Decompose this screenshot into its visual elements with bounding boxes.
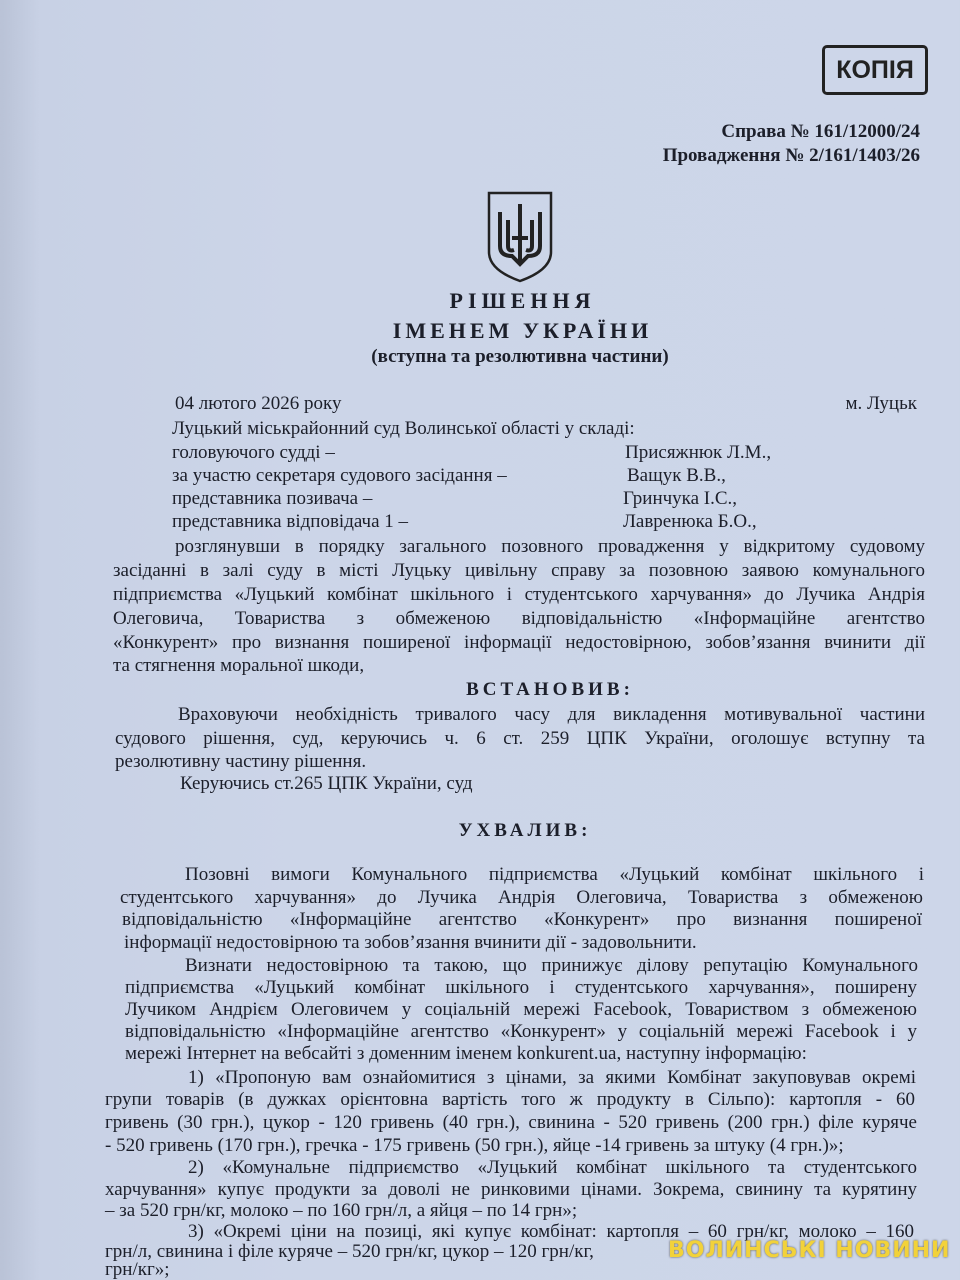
- ruling-line: відповідальністю «Інформаційне агентство «Конкурент» у соціальній мережі Facebook і у: [125, 1022, 917, 1042]
- decision-city: м. Луцьк: [845, 393, 917, 414]
- panel-role: представника відповідача 1 –: [172, 511, 409, 532]
- panel-role: головуючого судді –: [172, 442, 335, 463]
- panel-role: за участю секретаря судового засідання –: [172, 465, 507, 486]
- decision-subtitle: ІМЕНЕМ УКРАЇНИ: [392, 318, 653, 343]
- quote-item-line: групи товарів (в дужках орієнтовна вартість того ж продукту в Сільпо): картопля - 60: [105, 1090, 915, 1110]
- copy-stamp: КОПІЯ: [822, 45, 928, 95]
- established-line: Враховуючи необхідність тривалого часу для викладення мотивувальної частини: [178, 705, 925, 725]
- panel-role: представника позивача –: [172, 488, 373, 509]
- panel-name: Присяжнюк Л.М.,: [625, 442, 772, 463]
- decision-title: РІШЕННЯ: [449, 288, 596, 313]
- ruling-line: інформації недостовірною та зобов’язання вчинити дії - задовольнити.: [124, 932, 697, 953]
- intro-line: розглянувши в порядку загального позовного провадження у відкритому судовому: [175, 537, 925, 557]
- intro-line: засіданні в залі суду в місті Луцьку цивільну справу за позовною заявою комунального: [113, 561, 925, 581]
- news-watermark: ВОЛИНСЬКІ НОВИНИ: [668, 1238, 951, 1263]
- panel-name: Гринчука І.С.,: [623, 488, 738, 509]
- ruling-line: мережі Інтернет на вебсайті з доменним іменем konkurent.ua, наступну інформацію:: [125, 1043, 807, 1064]
- established-heading: ВСТАНОВИВ:: [466, 679, 634, 700]
- established-line: судового рішення, суд, керуючись ч. 6 ст. 259 ЦПК України, оголошує вступну та: [115, 729, 925, 749]
- established-line: резолютивну частину рішення.: [115, 751, 367, 772]
- intro-line: «Конкурент» про визнання поширеної інформації недостовірною, зобов’язання вчинити дії: [113, 633, 925, 653]
- court-name: Луцький міськрайонний суд Волинської області у складі:: [172, 418, 635, 439]
- ruling-line: відповідальністю «Інформаційне агентство «Конкурент» про визнання поширеної: [122, 910, 922, 930]
- ruling-line: Позовні вимоги Комунального підприємства «Луцький комбінат шкільного і: [185, 865, 924, 885]
- panel-name: Лавренюка Б.О.,: [623, 511, 757, 532]
- quote-item-line: 1) «Пропоную вам ознайомитися з цінами, за якими Комбінат закуповував окремі: [188, 1068, 916, 1088]
- quote-item-line: грн/л, свинина і філе куряче – 520 грн/кг, цукор – 120 грн/кг,: [105, 1241, 594, 1262]
- quote-item-line: - 520 гривень (170 грн.), гречка - 175 гривень (50 грн.), яйце -14 гривень за штуку (4 грн.)»;: [105, 1135, 844, 1156]
- intro-line: підприємства «Луцький комбінат шкільного і студентського харчування» до Лучика Андрія: [113, 585, 925, 605]
- decision-parts: (вступна та резолютивна частини): [371, 346, 669, 367]
- coat-of-arms-icon: [486, 190, 554, 284]
- intro-line: та стягнення моральної шкоди,: [113, 655, 365, 676]
- quote-item-line: гривень (30 грн.), цукор - 120 гривень (40 грн.), свинина - 520 гривень (200 грн.) філе куряче: [105, 1113, 917, 1133]
- ruling-line: підприємства «Луцький комбінат шкільного і студентського харчування», поширену: [125, 978, 917, 998]
- ruled-heading: УХВАЛИВ:: [458, 820, 592, 841]
- quote-item-line: 2) «Комунальне підприємство «Луцький комбінат шкільного та студентського: [188, 1158, 917, 1178]
- intro-line: Олеговича, Товариства з обмеженою відповідальністю «Інформаційне агентство: [113, 609, 925, 629]
- ruling-line: Лучиком Андрієм Олеговичем у соціальній мережі Facebook, Товариством з обмеженою: [125, 1000, 917, 1020]
- quote-item-line: 3) «Окремі ціни на позиці, які купує комбінат: картопля – 60 грн/кг, молоко – 160: [188, 1222, 914, 1242]
- quote-item-line: грн/кг»;: [105, 1259, 170, 1280]
- ruling-line: Визнати недостовірною та такою, що принижує ділову репутацію Комунального: [185, 956, 918, 976]
- ruling-line: студентського харчування» до Лучика Андрія Олеговича, Товариства з обмеженою: [120, 888, 923, 908]
- established-line: Керуючись ст.265 ЦПК України, суд: [180, 773, 473, 794]
- quote-item-line: харчування» купує продукти за доволі не ринковими цінами. Зокрема, свинину та курятину: [105, 1180, 917, 1200]
- proceeding-number: Провадження № 2/161/1403/26: [662, 145, 920, 166]
- decision-date: 04 лютого 2026 року: [175, 393, 342, 414]
- case-number: Справа № 161/12000/24: [721, 121, 920, 142]
- quote-item-line: – за 520 грн/кг, молоко – по 160 грн/л, а яйця – по 14 грн»;: [105, 1200, 578, 1221]
- panel-name: Ващук В.В.,: [627, 465, 726, 486]
